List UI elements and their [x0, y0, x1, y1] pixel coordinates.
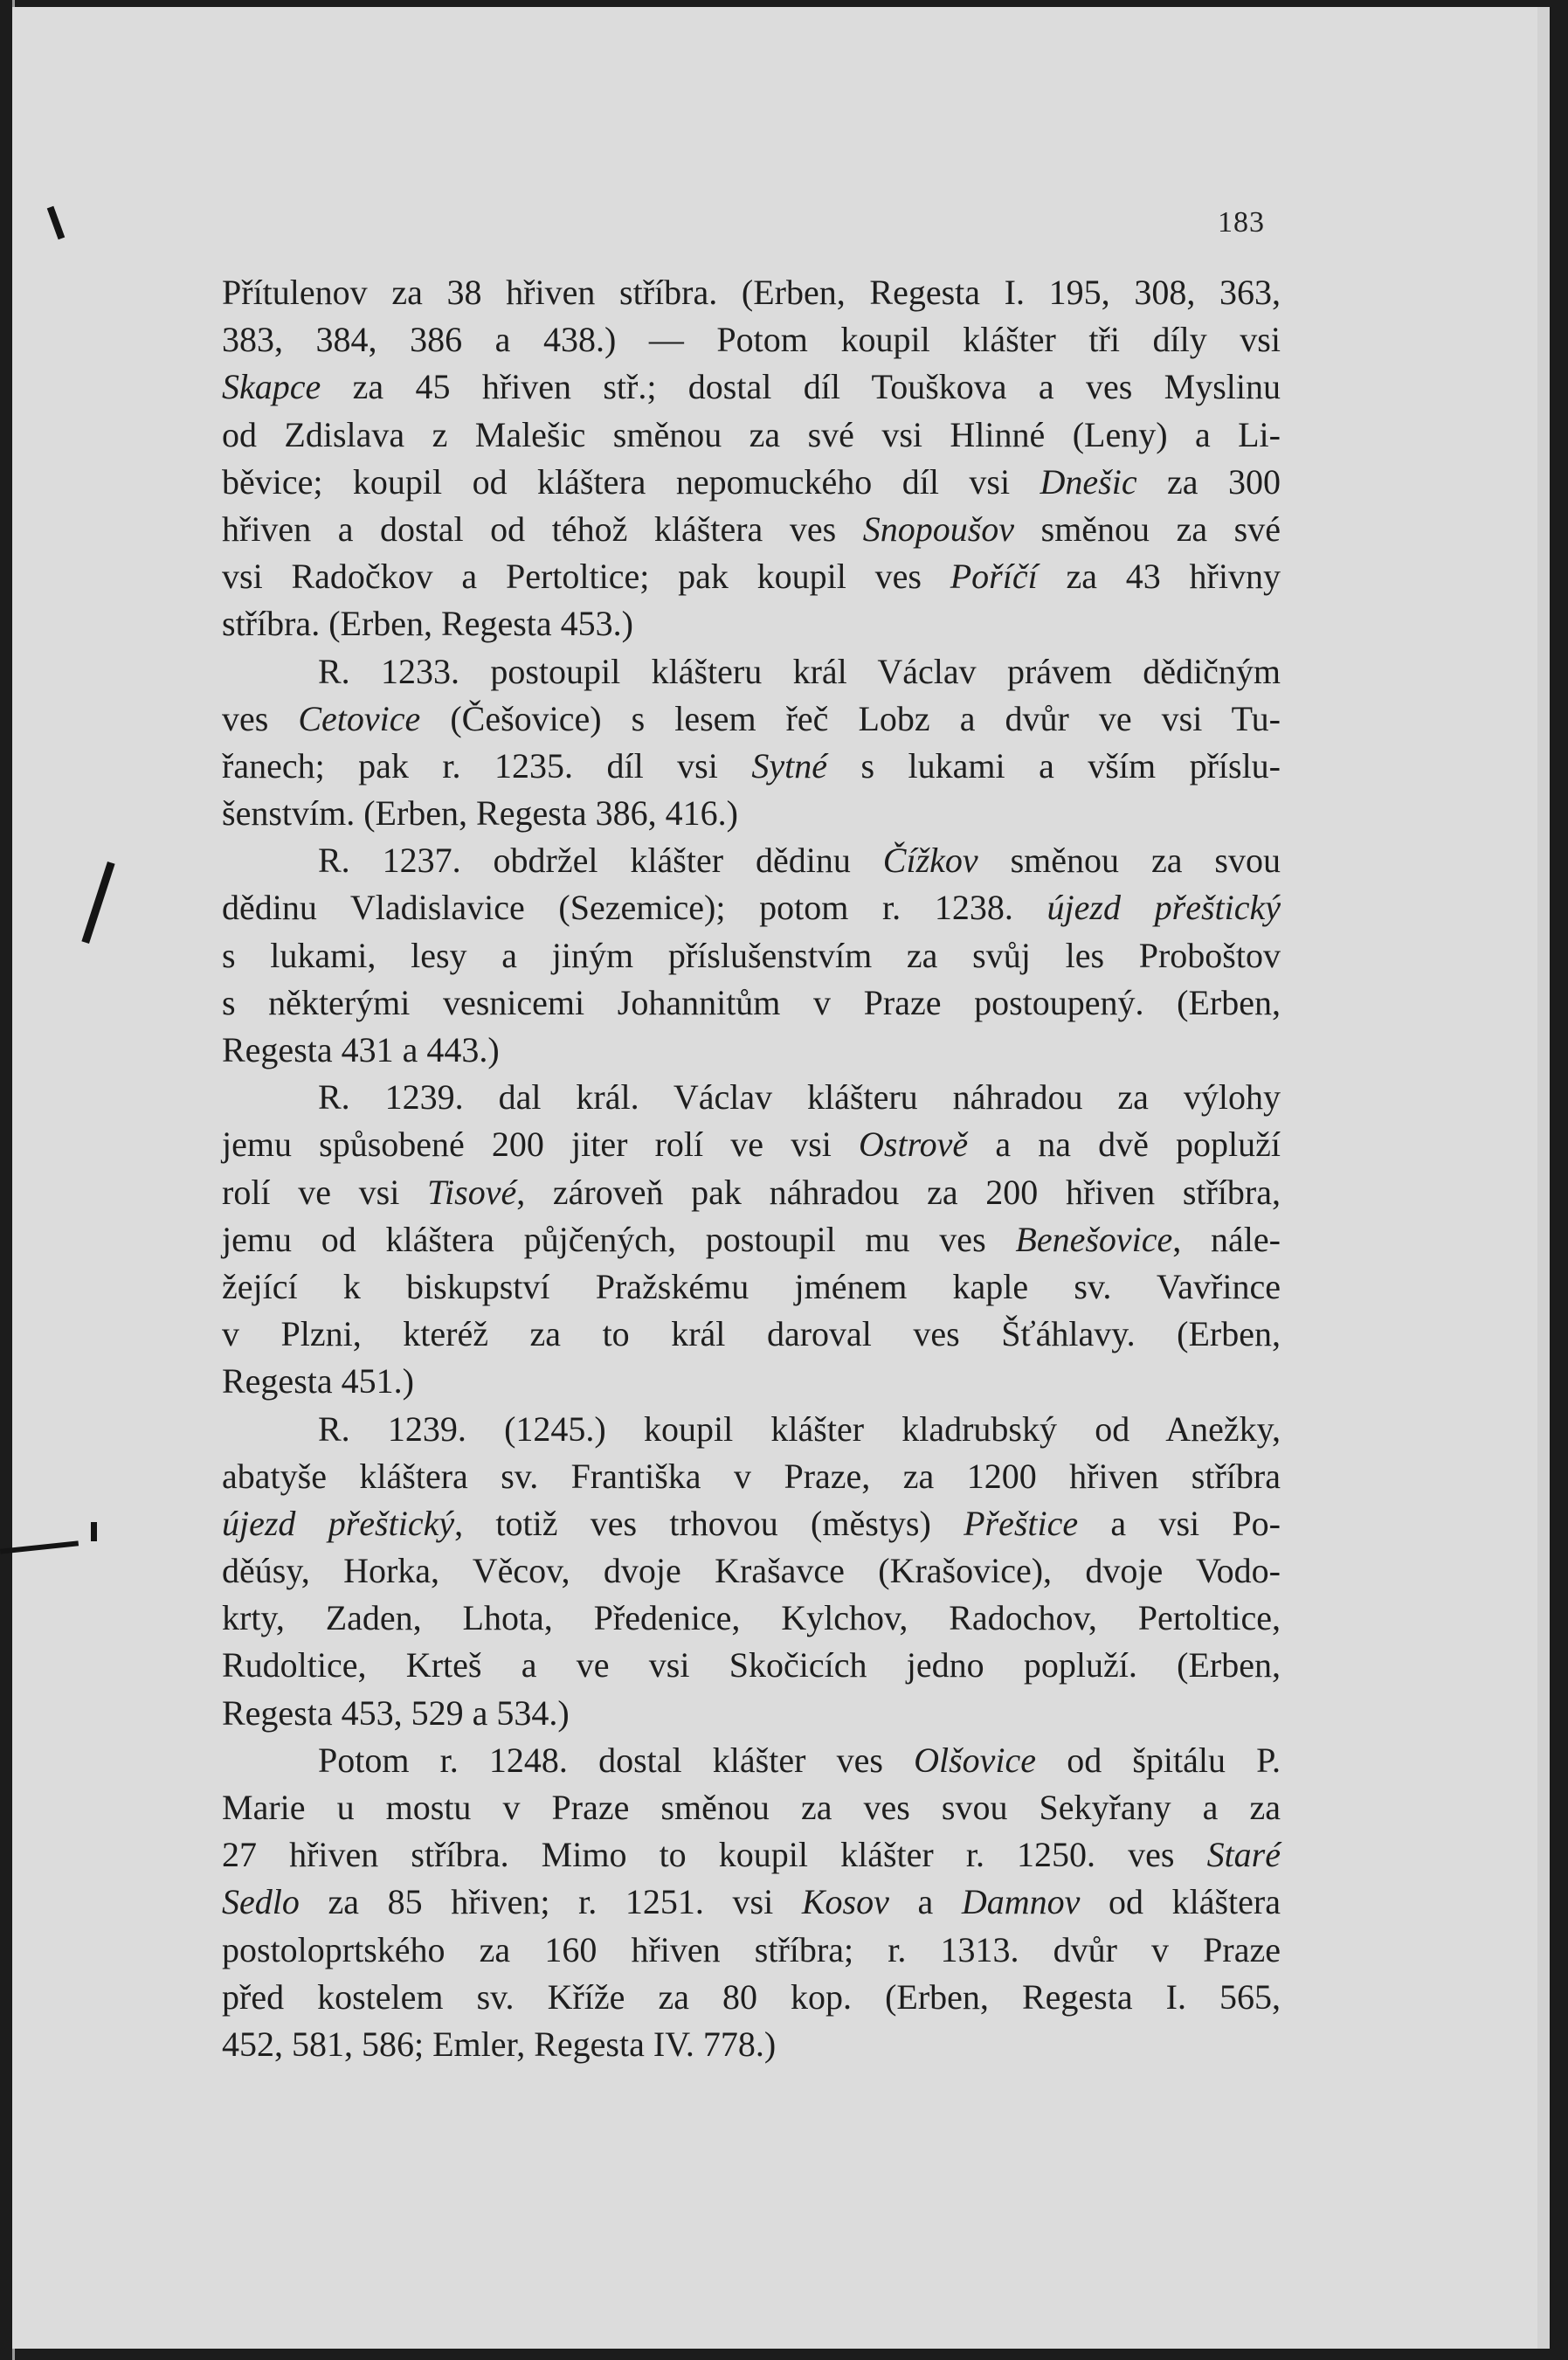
italic-place-name: Staré [1206, 1835, 1281, 1875]
text-span: Rudoltice, Krteš a ve vsi Skočicích jedno popluží. (Erben, [222, 1645, 1281, 1685]
text-span: žející k biskupství Pražskému jménem kaple sv. Vavřince [222, 1266, 1281, 1306]
italic-place-name: Čížkov [882, 841, 978, 881]
text-span: 383, 384, 386 a 438.) — Potom koupil klášter tři díly vsi [222, 320, 1281, 360]
text-line [222, 1311, 1281, 1358]
italic-place-name: Cetovice [298, 698, 421, 738]
italic-place-name: Poříčí [950, 557, 1038, 597]
text-span: , totiž ves trhovou (městys) [454, 1503, 964, 1543]
text-span: řanech; pak r. 1235. díl vsi [222, 745, 752, 786]
text-line [222, 316, 1281, 363]
text-line [222, 1642, 1281, 1689]
text-line [222, 932, 1281, 979]
text-line [222, 1358, 1281, 1405]
text-span: Regesta 431 a 443.) [222, 1030, 500, 1069]
text-span: šenstvím. (Erben, Regesta 386, 416.) [222, 793, 738, 834]
text-line [222, 1027, 1281, 1074]
text-span: 452, 581, 586; Emler, Regesta IV. 778.) [222, 2024, 777, 2064]
text-line [222, 506, 1281, 553]
text-span: Marie u mostu v Praze směnou za ves svou Sekyřany a za [222, 1788, 1281, 1827]
text-span: Potom r. 1248. dostal klášter ves [318, 1740, 915, 1780]
text-line [222, 1784, 1281, 1831]
text-span: R. 1239. (1245.) koupil klášter kladrubský od Anežky, [318, 1408, 1281, 1449]
text-span: rolí ve vsi [222, 1172, 428, 1212]
italic-place-name: Olšovice [914, 1740, 1037, 1780]
book-page [12, 7, 1550, 2349]
text-span: R. 1233. postoupil klášteru král Václav právem dědičným [318, 651, 1281, 691]
text-span: hřiven a dostal od téhož kláštera ves [222, 509, 863, 549]
text-line [222, 837, 1281, 884]
text-span: Přítulenov za 38 hřiven stříbra. (Erben, Regesta I. 195, 308, 363, [222, 273, 1281, 312]
text-line [222, 600, 1281, 647]
text-span: jemu od kláštera půjčených, postoupil mu ves [222, 1219, 1016, 1259]
text-span: vsi Radočkov a Pertoltice; pak koupil ves [222, 557, 950, 597]
italic-place-name: Skapce [222, 367, 321, 407]
text-span: 27 hřiven stříbra. Mimo to koupil klášter r. 1250. ves [222, 1835, 1207, 1875]
text-span: krty, Zaden, Lhota, Předenice, Kylchov, Radochov, Pertoltice, [222, 1598, 1281, 1638]
text-span: děúsy, Horka, Věcov, dvoje Krašavce (Krašovice), dvoje Vodo- [222, 1551, 1281, 1591]
italic-place-name: Sedlo [222, 1882, 300, 1922]
italic-place-name: Tisové [427, 1172, 517, 1212]
text-line [222, 2021, 1281, 2068]
text-span: běvice; koupil od kláštera nepomuckého díl vsi [222, 461, 1040, 502]
text-span: , zároveň pak náhradou za 200 hřiven stříbra, [516, 1172, 1281, 1212]
text-line [222, 1595, 1281, 1642]
text-line [222, 743, 1281, 790]
text-line [222, 1879, 1281, 1926]
italic-place-name: Damnov [961, 1882, 1081, 1922]
body-text [222, 269, 1281, 2068]
text-span: s lukami a vším příslu- [826, 745, 1281, 786]
text-line [222, 269, 1281, 316]
text-line [222, 1263, 1281, 1311]
text-span: a vsi Po- [1078, 1503, 1281, 1543]
text-line [222, 553, 1281, 600]
text-line [222, 1074, 1281, 1121]
text-line [222, 459, 1281, 506]
text-span: za 85 hřiven; r. 1251. vsi [299, 1882, 802, 1922]
text-span: R. 1237. obdržel klášter dědinu [318, 841, 883, 881]
text-line [222, 696, 1281, 743]
italic-place-name: Ostrově [859, 1125, 969, 1165]
text-line [222, 1500, 1281, 1547]
text-span: od kláštera [1080, 1882, 1281, 1922]
text-span: R. 1239. dal král. Václav klášteru náhradou za výlohy [318, 1077, 1281, 1118]
text-span: stříbra. (Erben, Regesta 453.) [222, 604, 633, 644]
italic-place-name: Přeštice [964, 1503, 1079, 1543]
text-line [222, 1169, 1281, 1216]
text-line [222, 1121, 1281, 1168]
text-line [222, 1737, 1281, 1784]
scan-mark [91, 1522, 97, 1541]
text-line [222, 1831, 1281, 1879]
text-line [222, 412, 1281, 459]
text-line [222, 1216, 1281, 1263]
text-span: Regesta 453, 529 a 534.) [222, 1692, 570, 1733]
text-line [222, 790, 1281, 837]
text-span: jemu spůsobené 200 jiter rolí ve vsi [222, 1125, 860, 1165]
text-span: s lukami, lesy a jiným příslušenstvím za svůj les Proboštov [222, 935, 1281, 975]
page-number: 183 [1218, 206, 1265, 239]
text-span: za 300 [1136, 461, 1281, 502]
text-line [222, 1974, 1281, 2021]
text-span: s některými vesnicemi Johannitům v Praze postoupený. (Erben, [222, 982, 1281, 1022]
text-span: ves [222, 698, 299, 738]
italic-place-name: Kosov [801, 1882, 889, 1922]
text-span: směnou za svou [977, 841, 1281, 881]
text-span: , nále- [1172, 1219, 1281, 1259]
text-span: a [888, 1882, 962, 1922]
text-line [222, 1453, 1281, 1500]
text-line [222, 363, 1281, 411]
text-span: za 43 hřivny [1037, 557, 1281, 597]
text-span: (Češovice) s lesem řeč Lobz a dvůr ve vsi Tu- [420, 698, 1281, 738]
italic-place-name: újezd přeštický [222, 1503, 455, 1543]
text-span: od špitálu P. [1036, 1740, 1281, 1780]
text-span: za 45 hřiven stř.; dostal díl Touškova a ves Myslinu [321, 367, 1281, 407]
text-span: od Zdislava z Malešic směnou za své vsi Hlinné (Leny) a Li- [222, 414, 1281, 454]
text-line [222, 884, 1281, 931]
text-line [222, 1690, 1281, 1737]
italic-place-name: Sytné [751, 745, 827, 786]
italic-place-name: Benešovice [1015, 1219, 1173, 1259]
text-span: před kostelem sv. Kříže za 80 kop. (Erben, Regesta I. 565, [222, 1976, 1281, 2017]
text-span: směnou za své [1014, 509, 1281, 549]
text-span: postoloprtského za 160 hřiven stříbra; r. 1313. dvůr v Praze [222, 1929, 1281, 1969]
italic-place-name: Dnešic [1040, 461, 1137, 502]
text-span: abatyše kláštera sv. Františka v Praze, za 1200 hřiven stříbra [222, 1456, 1281, 1496]
text-line [222, 1927, 1281, 1974]
text-span: dědinu Vladislavice (Sezemice); potom r. 1238. [222, 888, 1047, 928]
text-span: a na dvě popluží [968, 1125, 1281, 1165]
text-span: v Plzni, kteréž za to král daroval ves Šťáhlavy. (Erben, [222, 1314, 1281, 1354]
text-span: Regesta 451.) [222, 1361, 414, 1401]
text-line [222, 1406, 1281, 1453]
text-line [222, 648, 1281, 696]
text-line [222, 979, 1281, 1027]
italic-place-name: Snopoušov [862, 509, 1015, 549]
italic-place-name: újezd přeštický [1046, 888, 1281, 928]
text-line [222, 1547, 1281, 1595]
